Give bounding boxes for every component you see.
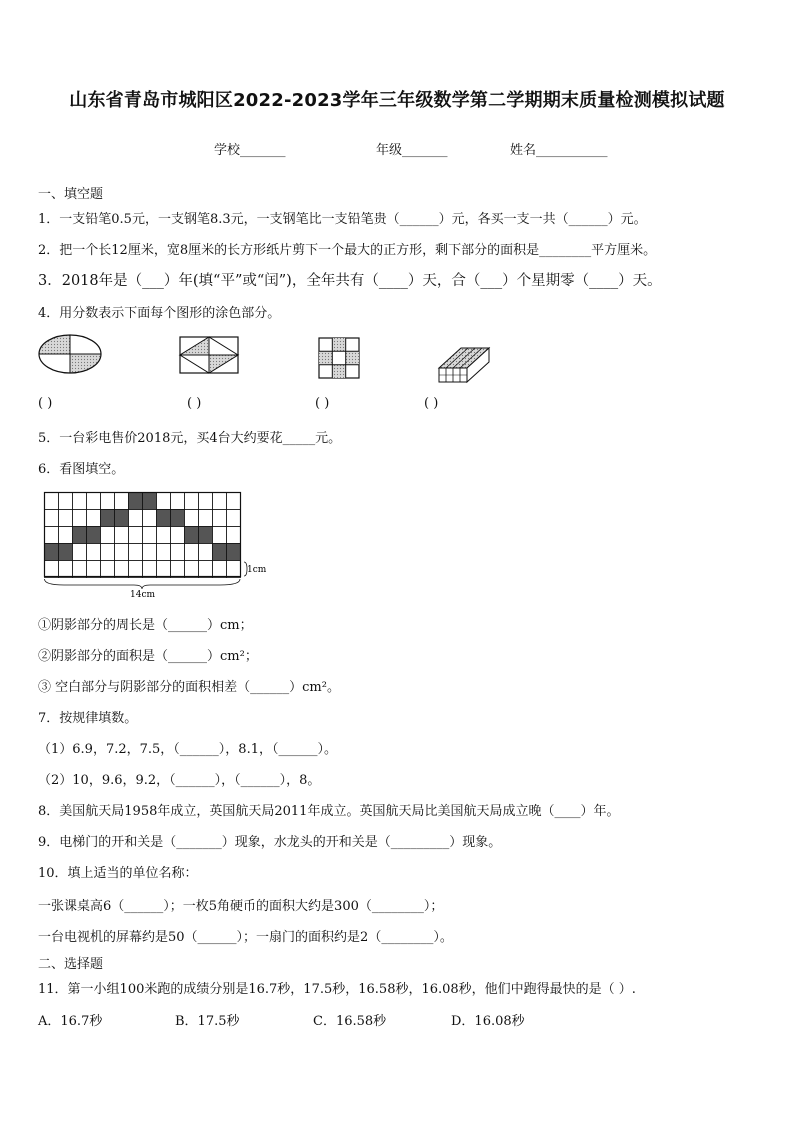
question-2: 2．把一个长12厘米，宽8厘米的长方形纸片剪下一个最大的正方形，剩下部分的面积是________平方厘米。 bbox=[38, 243, 657, 258]
grid-cell bbox=[185, 544, 199, 561]
question-10-1: 一张课桌高6（______）；一枚5角硬币的面积大约是300（________）； bbox=[38, 899, 444, 914]
section-fill-blank: 一、填空题 bbox=[38, 187, 104, 202]
school-field: 学校_______ bbox=[214, 143, 286, 158]
grid-cell bbox=[213, 510, 227, 527]
grid-cell bbox=[213, 561, 227, 578]
grid-cell bbox=[227, 561, 241, 578]
q6-unit-label: 1cm bbox=[247, 565, 267, 575]
shaded-cell bbox=[73, 527, 87, 544]
shaded-cell bbox=[129, 493, 143, 510]
grid-cell bbox=[171, 561, 185, 578]
grid-cell bbox=[129, 561, 143, 578]
grid-cell bbox=[143, 510, 157, 527]
grid-cell bbox=[143, 527, 157, 544]
q4-cuboid-figure bbox=[437, 342, 491, 382]
grid-cell bbox=[87, 561, 101, 578]
question-6-3: ③ 空白部分与阴影部分的面积相差（______）cm²。 bbox=[38, 680, 340, 695]
grid-cell bbox=[143, 544, 157, 561]
q4-blank-1: ( ) bbox=[38, 396, 53, 411]
shaded-cell bbox=[143, 493, 157, 510]
grid-cell bbox=[227, 493, 241, 510]
grid-cell bbox=[73, 493, 87, 510]
grid-cell bbox=[59, 527, 73, 544]
grid-cell bbox=[87, 510, 101, 527]
grid-cell bbox=[115, 527, 129, 544]
grid-cell bbox=[115, 544, 129, 561]
q6-length-label: 14cm bbox=[130, 590, 156, 600]
grid-cell bbox=[87, 544, 101, 561]
grid-cell bbox=[129, 527, 143, 544]
section-multiple-choice: 二、选择题 bbox=[38, 957, 104, 972]
shaded-cell bbox=[59, 544, 73, 561]
shaded-cell bbox=[87, 527, 101, 544]
question-3: 3．2018年是（___）年(填“平”或“闰”)，全年共有（____）天，合（___）个星期零（____）天。 bbox=[38, 273, 662, 289]
shaded-cell bbox=[45, 544, 59, 561]
grid-cell bbox=[199, 544, 213, 561]
grid-cell bbox=[59, 493, 73, 510]
shaded-cell bbox=[157, 510, 171, 527]
q11-option-b: B．17.5秒 bbox=[175, 1014, 240, 1029]
q4-rectangle-figure bbox=[179, 336, 239, 374]
grid-cell bbox=[73, 510, 87, 527]
q4-blank-4: ( ) bbox=[424, 396, 439, 411]
q11-option-d: D．16.08秒 bbox=[451, 1014, 525, 1029]
page-title: 山东省青岛市城阳区2022-2023学年三年级数学第二学期期末质量检测模拟试题 bbox=[69, 90, 725, 111]
grid-cell bbox=[199, 493, 213, 510]
grid-cell bbox=[115, 493, 129, 510]
grid-cell bbox=[59, 510, 73, 527]
grid-cell bbox=[157, 561, 171, 578]
grid-cell bbox=[45, 527, 59, 544]
grid-cell bbox=[73, 561, 87, 578]
grid-cell bbox=[157, 544, 171, 561]
grade-field: 年级_______ bbox=[376, 143, 448, 158]
grid-cell bbox=[213, 493, 227, 510]
grid-cell bbox=[45, 510, 59, 527]
q4-blank-2: ( ) bbox=[187, 396, 202, 411]
grid-cell bbox=[171, 527, 185, 544]
grid-cell bbox=[101, 544, 115, 561]
grid-cell bbox=[185, 493, 199, 510]
question-1: 1．一支铅笔0.5元，一支钢笔8.3元，一支钢笔比一支铅笔贵（______）元，各买一支一共（______）元。 bbox=[38, 212, 647, 227]
grid-cell bbox=[185, 510, 199, 527]
question-6-1: ①阴影部分的周长是（______）cm； bbox=[38, 618, 253, 633]
grid-cell bbox=[45, 561, 59, 578]
grid-cell bbox=[157, 527, 171, 544]
q11-option-a: A．16.7秒 bbox=[38, 1014, 103, 1029]
shaded-cell bbox=[115, 510, 129, 527]
question-11: 11．第一小组100米跑的成绩分别是16.7秒，17.5秒，16.58秒，16.08秒，他们中跑得最快的是（ ）. bbox=[38, 982, 636, 997]
grid-cell bbox=[129, 510, 143, 527]
question-8: 8．美国航天局1958年成立，英国航天局2011年成立。英国航天局比美国航天局成立晚（____）年。 bbox=[38, 804, 620, 819]
grid-cell bbox=[129, 544, 143, 561]
shaded-cell bbox=[199, 527, 213, 544]
question-7: 7．按规律填数。 bbox=[38, 711, 138, 726]
question-4: 4．用分数表示下面每个图形的涂色部分。 bbox=[38, 306, 281, 321]
q6-grid-figure bbox=[44, 492, 284, 602]
shaded-cell bbox=[171, 510, 185, 527]
grid-cell bbox=[45, 493, 59, 510]
grid-cell bbox=[185, 561, 199, 578]
grid-cell bbox=[157, 493, 171, 510]
shaded-cell bbox=[101, 510, 115, 527]
question-6: 6．看图填空。 bbox=[38, 462, 125, 477]
question-9: 9．电梯门的开和关是（_______）现象，水龙头的开和关是（_________）现象。 bbox=[38, 835, 502, 850]
grid-cell bbox=[171, 493, 185, 510]
grid-cell bbox=[213, 527, 227, 544]
grid-cell bbox=[115, 561, 129, 578]
shaded-cell bbox=[185, 527, 199, 544]
grid-cell bbox=[227, 510, 241, 527]
grid-cell bbox=[73, 544, 87, 561]
grid-cell bbox=[101, 493, 115, 510]
shaded-cell bbox=[213, 544, 227, 561]
grid-cell bbox=[143, 561, 157, 578]
name-field: 姓名___________ bbox=[510, 143, 608, 158]
grid-cell bbox=[199, 561, 213, 578]
question-7-2: （2）10，9.6，9.2，（______），（______），8。 bbox=[38, 773, 321, 788]
grid-cell bbox=[87, 493, 101, 510]
question-5: 5．一台彩电售价2018元，买4台大约要花_____元。 bbox=[38, 431, 342, 446]
q4-grid-figure bbox=[318, 337, 360, 379]
question-10-2: 一台电视机的屏幕约是50（______）；一扇门的面积约是2（________）。 bbox=[38, 930, 453, 945]
grid-cell bbox=[227, 527, 241, 544]
q4-ellipse-figure bbox=[38, 334, 102, 374]
q11-option-c: C．16.58秒 bbox=[313, 1014, 387, 1029]
shaded-cell bbox=[227, 544, 241, 561]
question-10: 10．填上适当的单位名称： bbox=[38, 866, 198, 881]
question-6-2: ②阴影部分的面积是（______）cm²； bbox=[38, 649, 258, 664]
grid-cell bbox=[59, 561, 73, 578]
grid-cell bbox=[101, 527, 115, 544]
question-7-1: （1）6.9，7.2，7.5，（______），8.1，（______）。 bbox=[38, 742, 337, 757]
q4-blank-3: ( ) bbox=[315, 396, 330, 411]
grid-cell bbox=[199, 510, 213, 527]
grid-cell bbox=[171, 544, 185, 561]
grid-cell bbox=[101, 561, 115, 578]
